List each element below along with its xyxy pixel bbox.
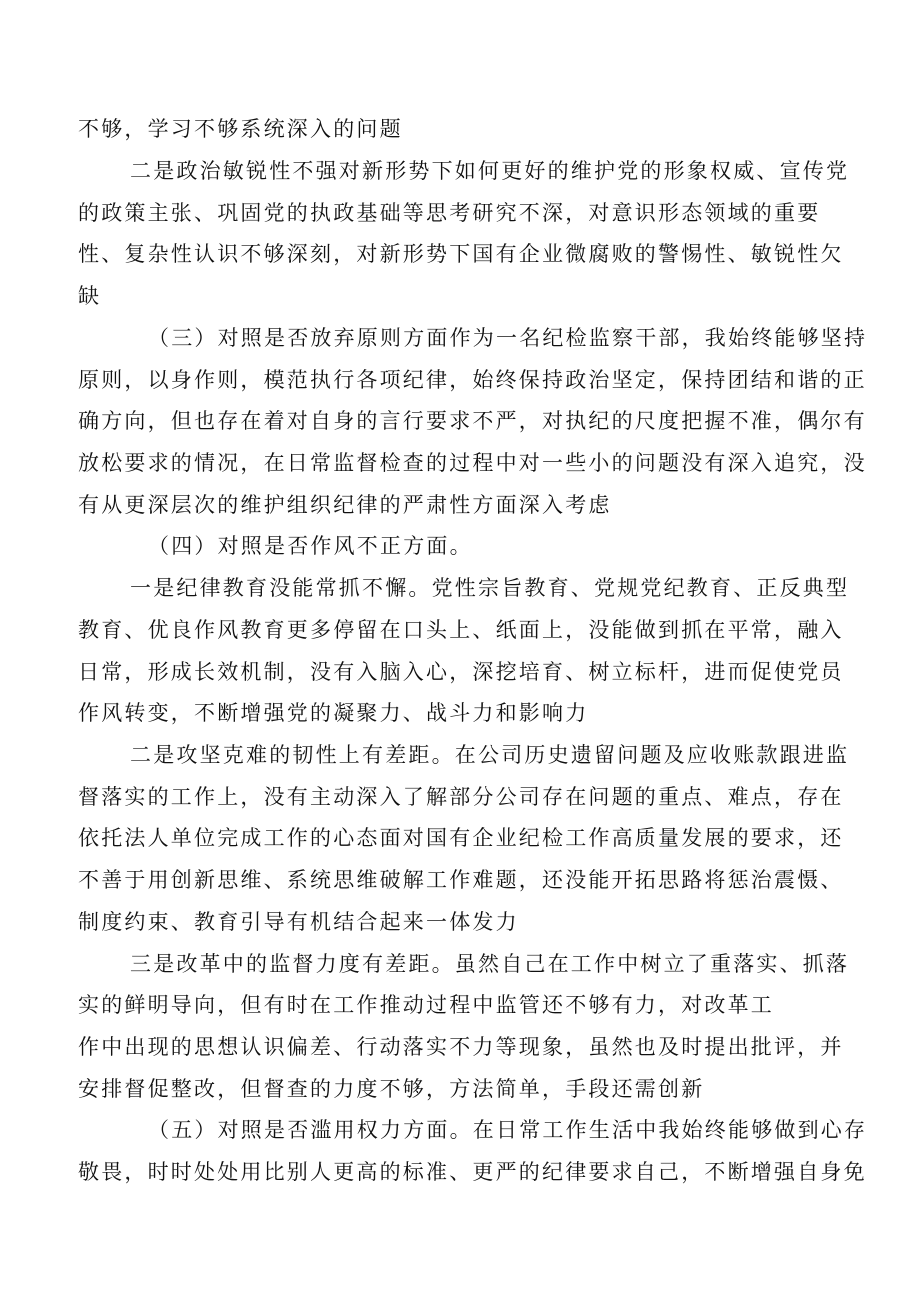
text-line: （四）对照是否作风不正方面。: [148, 534, 473, 558]
text-line: 原则，以身作则，模范执行各项纪律，始终保持政治坚定，保持团结和谐的正: [78, 368, 867, 392]
text-line: 不够，学习不够系统深入的问题: [78, 117, 403, 141]
text-line: 三是改革中的监督力度有差距。虽然自己在工作中树立了重落实、抓落: [130, 952, 850, 976]
text-line: 的政策主张、巩固党的执政基础等思考研究不深，对意识形态领域的重要: [78, 201, 821, 225]
text-line: 二是政治敏锐性不强对新形势下如何更好的维护党的形象权威、宣传党: [130, 159, 850, 183]
text-line: 实的鲜明导向，但有时在工作推动过程中监管还不够有力，对改革工: [78, 993, 774, 1017]
text-line: 有从更深层次的维护组织纪律的严肃性方面深入考虑: [78, 493, 612, 517]
text-line: 二是攻坚克难的韧性上有差距。在公司历史遗留问题及应收账款跟进监: [130, 743, 850, 767]
text-line: 作中出现的思想认识偏差、行动落实不力等现象，虽然也及时提出批评，并: [78, 1035, 844, 1059]
text-line: （五）对照是否滥用权力方面。在日常工作生活中我始终能够做到心存: [148, 1118, 868, 1142]
text-line: 依托法人单位完成工作的心态面对国有企业纪检工作高质量发展的要求，还: [78, 826, 844, 850]
text-line: 敬畏，时时处处用比别人更高的标准、更严的纪律要求自己，不断增强自身免: [78, 1160, 867, 1184]
text-line: 确方向，但也存在着对自身的言行要求不严，对执纪的尺度把握不准，偶尔有: [78, 409, 867, 433]
text-line: 督落实的工作上，没有主动深入了解部分公司存在问题的重点、难点，存在: [78, 785, 844, 809]
text-line: 制度约束、教育引导有机结合起来一体发力: [78, 910, 519, 934]
text-line: 放松要求的情况，在日常监督检查的过程中对一些小的问题没有深入追究，没: [78, 451, 867, 475]
text-line: 缺: [78, 284, 102, 308]
text-line: 日常，形成长效机制，没有入脑入心，深挖培育、树立标杆，进而促使党员: [78, 660, 844, 684]
text-line: 不善于用创新思维、系统思维破解工作难题，还没能开拓思路将惩治震慑、: [78, 868, 844, 892]
text-line: （三）对照是否放弃原则方面作为一名纪检监察干部，我始终能够坚持: [148, 326, 868, 350]
text-line: 安排督促整改，但督查的力度不够，方法简单，手段还需创新: [78, 1077, 705, 1101]
text-line: 教育、优良作风教育更多停留在口头上、纸面上，没能做到抓在平常，融入: [78, 618, 844, 642]
text-line: 性、复杂性认识不够深刻，对新形势下国有企业微腐败的警惕性、敏锐性欠: [78, 242, 844, 266]
text-line: 作风转变，不断增强党的凝聚力、战斗力和影响力: [78, 701, 589, 725]
text-line: 一是纪律教育没能常抓不懈。党性宗旨教育、党规党纪教育、正反典型: [130, 576, 850, 600]
